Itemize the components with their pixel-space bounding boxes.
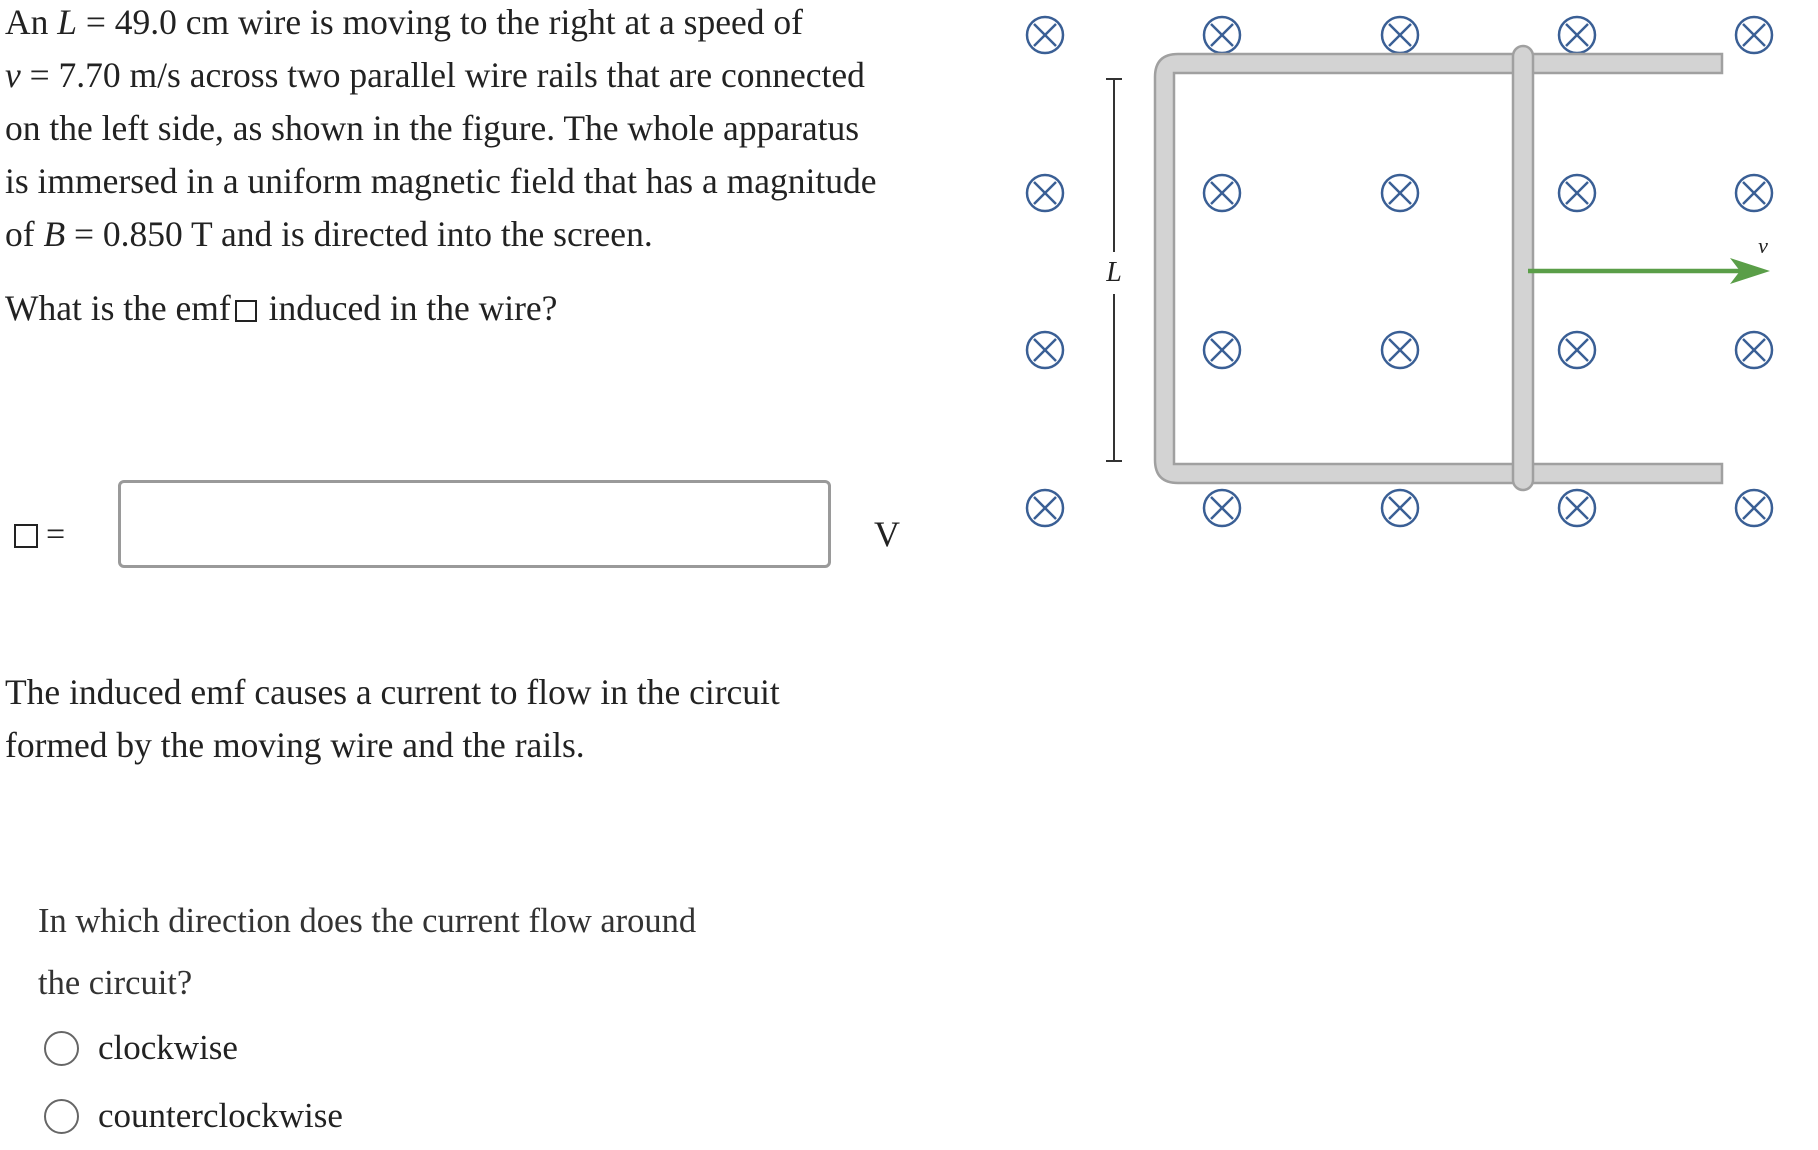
followup-text: The induced emf causes a current to flow in the circuit formed by the moving wire and the rails. bbox=[5, 672, 780, 765]
field-into-screen-icon bbox=[1559, 332, 1595, 368]
symbol-v: v bbox=[5, 55, 21, 95]
direction-question: In which direction does the current flow around the circuit? bbox=[38, 902, 697, 1002]
field-into-screen-icon bbox=[1204, 332, 1240, 368]
option-label: clockwise bbox=[98, 1028, 238, 1067]
field-into-screen-icon bbox=[1204, 17, 1240, 53]
field-into-screen-icon bbox=[1736, 490, 1772, 526]
answer-unit: V bbox=[874, 514, 900, 554]
option-clockwise[interactable] bbox=[44, 1014, 938, 1082]
radio-counterclockwise[interactable] bbox=[44, 1099, 79, 1134]
field-into-screen-icon bbox=[1027, 332, 1063, 368]
field-into-screen-icon bbox=[1027, 175, 1063, 211]
symbol-B: B bbox=[43, 214, 66, 254]
length-label: L bbox=[1106, 257, 1122, 288]
field-into-screen-icon bbox=[1736, 17, 1772, 53]
symbol-L: L bbox=[57, 2, 78, 42]
field-into-screen-icon bbox=[1382, 17, 1418, 53]
field-into-screen-icon bbox=[1382, 332, 1418, 368]
field-into-screen-icon bbox=[1382, 490, 1418, 526]
option-label: counterclockwise bbox=[98, 1096, 343, 1135]
radio-clockwise[interactable] bbox=[44, 1031, 79, 1066]
field-into-screen-icon bbox=[1559, 17, 1595, 53]
field-into-screen-icon bbox=[1736, 332, 1772, 368]
moving-wire bbox=[1513, 46, 1533, 490]
problem-statement: An L = 49.0 cm wire is moving to the right at a speed of v = 7.70 m/s across two parallel wire rails that are connected on the left side, as shown in the figure. The whole apparatus is immersed in a uniform magnetic field that has a magnitude of B = 0.850 T and is directed into the screen. bbox=[5, 2, 877, 254]
velocity-label: v bbox=[1758, 233, 1768, 258]
direction-question-block bbox=[38, 890, 938, 1150]
field-into-screen-icon bbox=[1027, 490, 1063, 526]
field-into-screen-icon bbox=[1736, 175, 1772, 211]
option-counterclockwise[interactable] bbox=[44, 1082, 938, 1150]
field-into-screen-icon bbox=[1204, 175, 1240, 211]
field-into-screen-icon bbox=[1559, 175, 1595, 211]
field-into-screen-icon bbox=[1204, 490, 1240, 526]
rail-circuit bbox=[1155, 54, 1722, 483]
field-into-screen-icon bbox=[1559, 490, 1595, 526]
field-into-screen-icon bbox=[1382, 175, 1418, 211]
emf-question: What is the emf induced in the wire? bbox=[5, 288, 558, 328]
answer-label: = bbox=[12, 516, 65, 554]
field-into-screen-icon bbox=[1027, 17, 1063, 53]
